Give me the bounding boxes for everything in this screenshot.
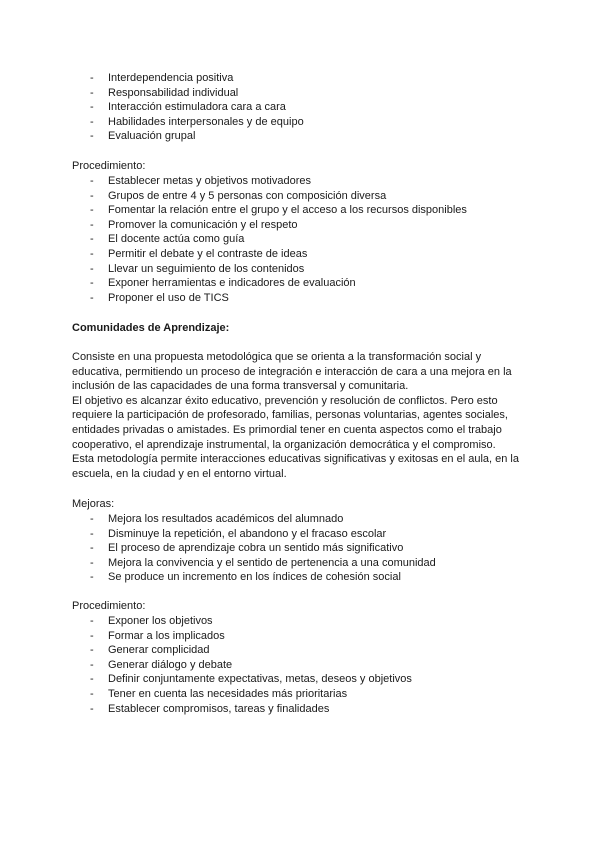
principles-list xyxy=(0,71,600,144)
paragraph-line: cooperativo, el aprendizaje instrumental, la organización democrática y el compromiso. xyxy=(72,438,496,451)
dash-bullet: - xyxy=(90,615,94,627)
list-item: - Tener en cuenta las necesidades más prioritarias xyxy=(90,687,348,700)
dash-bullet: - xyxy=(90,542,94,555)
list-item: - Permitir el debate y el contraste de ideas xyxy=(90,247,308,260)
dash-bullet: - xyxy=(90,101,94,114)
dash-bullet: - xyxy=(90,673,94,686)
dash-bullet: - xyxy=(90,571,94,584)
list-item: - Interacción estimuladora cara a cara xyxy=(90,101,286,114)
list-item: - Interdependencia positiva xyxy=(90,72,234,84)
paragraph-line: Consiste en una propuesta metodológica que se orienta a la transformación social y xyxy=(72,351,482,363)
list-item: - Formar a los implicados xyxy=(90,629,225,642)
mejoras-label: Mejoras: xyxy=(72,498,115,510)
list-item: - Proponer el uso de TICS xyxy=(90,291,229,304)
list-item: - Habilidades interpersonales y de equipo xyxy=(90,115,304,128)
dash-bullet: - xyxy=(90,291,94,304)
dash-bullet: - xyxy=(90,115,94,128)
paragraph-line: entidades privadas o amistades. Es primordial tener en cuenta aspectos como el trabajo xyxy=(72,423,502,436)
list-item: - Establecer metas y objetivos motivadores xyxy=(90,175,311,187)
dash-bullet: - xyxy=(90,262,94,275)
principles-list-block xyxy=(0,71,600,144)
list-item: - Generar complicidad xyxy=(90,644,210,657)
dash-bullet: - xyxy=(90,218,94,231)
list-item: - Exponer herramientas e indicadores de evaluación xyxy=(90,277,356,290)
list-item: - Evaluación grupal xyxy=(90,130,196,143)
dash-bullet: - xyxy=(90,86,94,99)
comunidades-heading: Comunidades de Aprendizaje: xyxy=(72,322,230,334)
list-item: - El proceso de aprendizaje cobra un sentido más significativo xyxy=(90,542,404,555)
list-item: - Establecer compromisos, tareas y finalidades xyxy=(90,702,330,715)
paragraph-line: inclusión de las capacidades de una forma transversal y comunitaria. xyxy=(72,380,409,393)
list-item: - Llevar un seguimiento de los contenidos xyxy=(90,262,305,275)
dash-bullet: - xyxy=(90,658,94,671)
list-item: - Generar diálogo y debate xyxy=(90,658,233,671)
list-item: - Grupos de entre 4 y 5 personas con composición diversa xyxy=(90,189,387,202)
dash-bullet: - xyxy=(90,527,94,540)
dash-bullet: - xyxy=(90,189,94,202)
dash-bullet: - xyxy=(90,247,94,260)
dash-bullet: - xyxy=(90,629,94,642)
list-item: - Mejora los resultados académicos del alumnado xyxy=(90,513,344,525)
comunidades-paragraph xyxy=(72,350,532,481)
list-item: - Responsabilidad individual xyxy=(90,86,239,99)
list-item: - Promover la comunicación y el respeto xyxy=(90,218,298,231)
list-item: - Se produce un incremento en los índices de cohesión social xyxy=(90,571,401,584)
procedimiento-list-2 xyxy=(0,614,600,716)
dash-bullet: - xyxy=(90,72,94,84)
list-item: - Definir conjuntamente expectativas, metas, deseos y objetivos xyxy=(90,673,412,686)
mejoras-list-block xyxy=(0,512,600,585)
list-item: - Fomentar la relación entre el grupo y el acceso a los recursos disponibles xyxy=(90,204,467,217)
mejoras-list xyxy=(0,512,600,585)
procedimiento-list-1 xyxy=(0,174,600,305)
dash-bullet: - xyxy=(90,702,94,715)
list-item: - Disminuye la repetición, el abandono y el fracaso escolar xyxy=(90,527,387,540)
procedimiento-list-2-block xyxy=(0,614,600,716)
procedimiento-label-1: Procedimiento: xyxy=(72,160,146,172)
dash-bullet: - xyxy=(90,130,94,143)
dash-bullet: - xyxy=(90,556,94,569)
dash-bullet: - xyxy=(90,644,94,657)
list-item: - Exponer los objetivos xyxy=(90,615,213,627)
dash-bullet: - xyxy=(90,233,94,246)
paragraph-line: requiere la participación de profesorado, familias, personas voluntarias, agentes sociales, xyxy=(72,409,508,422)
paragraph-line: Esta metodología permite interacciones educativas significativas y exitosas en el aula, en la xyxy=(72,453,519,466)
paragraph-line: educativa, permitiendo un proceso de integración e interacción de cara a una mejora en la xyxy=(72,365,512,378)
procedimiento-label-2: Procedimiento: xyxy=(72,600,146,612)
dash-bullet: - xyxy=(90,204,94,217)
list-item: - El docente actúa como guía xyxy=(90,233,245,246)
list-item: - Mejora la convivencia y el sentido de pertenencia a una comunidad xyxy=(90,556,436,569)
procedimiento-list-1-block xyxy=(0,174,600,305)
dash-bullet: - xyxy=(90,277,94,290)
dash-bullet: - xyxy=(90,513,94,525)
dash-bullet: - xyxy=(90,175,94,187)
paragraph-line: El objetivo es alcanzar éxito educativo, prevención y resolución de conflictos. Pero esto xyxy=(72,394,498,407)
paragraph-line: escuela, en la ciudad y en el entorno virtual. xyxy=(72,467,287,480)
dash-bullet: - xyxy=(90,687,94,700)
